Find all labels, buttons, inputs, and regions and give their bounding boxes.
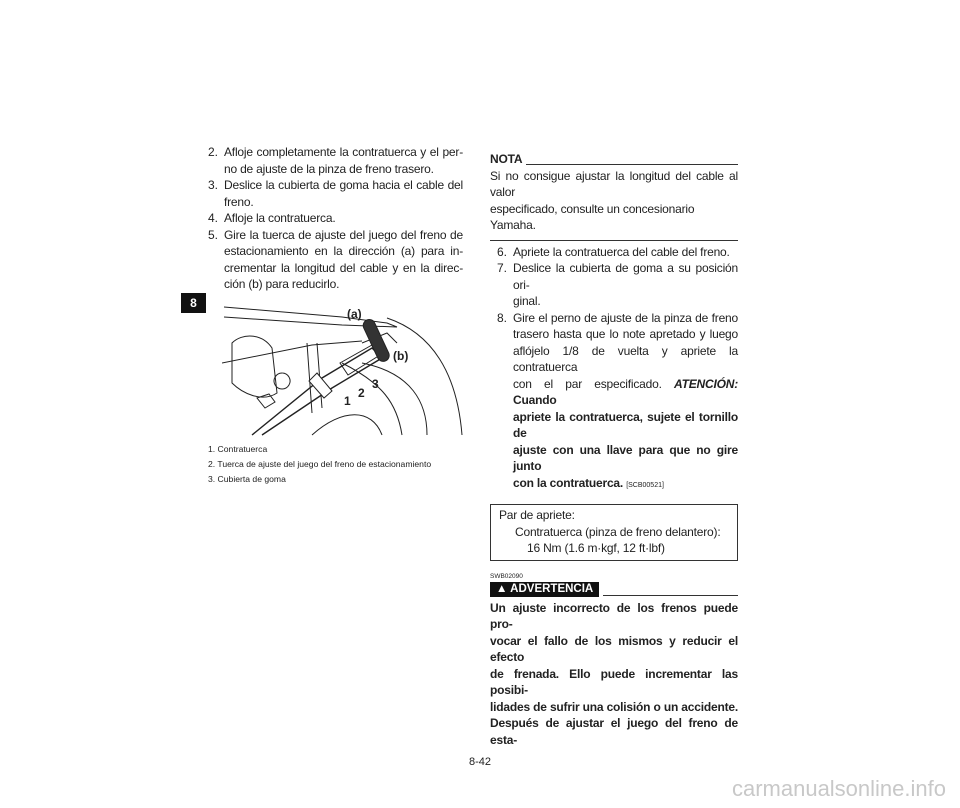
step-text: freno.: [224, 194, 254, 209]
step-text: ginal.: [513, 294, 541, 308]
step-text: no de ajuste de la pinza de freno trasero.: [224, 161, 434, 176]
note-text: especificado, consulte un concesionario Yamaha.: [490, 201, 695, 232]
section-tab: 8: [181, 293, 206, 313]
attention-text: apriete la contratuerca, sujete el tornillo de: [513, 409, 738, 440]
step-text: Gire el perno de ajuste de la pinza de freno: [513, 310, 738, 325]
warning-label: ADVERTENCIA: [510, 582, 594, 595]
brake-cable-figure: [222, 303, 467, 438]
figure-label-b: (b): [393, 348, 409, 363]
warning-text: Un ajuste incorrecto de los frenos puede pro-: [490, 600, 738, 631]
left-column: [208, 144, 463, 487]
step-number: 3.: [208, 178, 219, 192]
attention-label: ATENCIÓN:: [674, 376, 739, 391]
warning-badge: [490, 582, 599, 597]
step-number: 6.: [497, 244, 508, 259]
attention-text: Cuando: [513, 393, 557, 407]
step-text-with-attention: [513, 376, 738, 409]
step-text: con el par especificado.: [513, 376, 662, 391]
warning-text: lidades de sufrir una colisión o un accidente.: [490, 699, 738, 714]
figure-label-1: 1: [344, 393, 351, 408]
caption-item: 3. Cubierta de goma: [208, 473, 286, 484]
note-text: Si no consigue ajustar la longitud del cable al valor: [490, 168, 738, 199]
caption-item: 1. Contratuerca: [208, 443, 268, 454]
step: [208, 210, 463, 227]
caution-code: [SCB00521]: [626, 481, 664, 489]
page-number: 8-42: [468, 756, 492, 768]
warning-triangle-icon: ▲: [496, 582, 508, 595]
attention-text: con la contratuerca.: [513, 475, 624, 490]
brake-cable-illustration: [222, 303, 467, 438]
note-title: NOTA: [490, 152, 523, 166]
warning-code: SWB02090: [490, 572, 523, 580]
figure-label-a: (a): [347, 306, 362, 321]
step-text: Afloje la contratuerca.: [224, 211, 336, 225]
attention-text: ajuste con una llave para que no gire junto: [513, 442, 738, 473]
content-columns: [208, 144, 960, 748]
step-text: estacionamiento en la dirección (a) para in-: [224, 244, 463, 258]
step: [208, 177, 463, 210]
attention-text-last: [513, 475, 738, 495]
step-text: crementar la longitud del cable y en la direc-: [224, 260, 463, 275]
step-text: aflójelo 1/8 de vuelta y apriete la contratuerca: [513, 343, 738, 374]
step-number: 5.: [208, 227, 219, 242]
step-number: 7.: [497, 261, 508, 275]
warning-text: de frenada. Ello puede incrementar las posibi-: [490, 666, 738, 697]
step-text: trasero hasta que lo note apretado y luego: [513, 327, 738, 341]
step: [208, 144, 463, 177]
warning-header: [490, 582, 738, 597]
figure-label-3: 3: [372, 376, 379, 391]
torque-item: Contratuerca (pinza de freno delantero):: [515, 524, 721, 539]
step-text: Afloje completamente la contratuerca y el per-: [224, 145, 463, 159]
torque-title: Par de apriete:: [499, 508, 575, 522]
step: [497, 260, 738, 310]
divider: [490, 240, 738, 241]
step-text: Gire la tuerca de ajuste del juego del freno de: [224, 227, 463, 242]
note-header: [490, 151, 738, 168]
torque-value: 16 Nm (1.6 m·kgf, 12 ft·lbf): [527, 541, 665, 555]
figure-label-2: 2: [358, 385, 365, 400]
step: [208, 227, 463, 293]
watermark: carmanualsonline.info: [731, 776, 946, 801]
divider: [603, 595, 738, 596]
step-number: 2.: [208, 145, 219, 159]
warning-text: vocar el fallo de los mismos y reducir el efecto: [490, 633, 738, 664]
torque-spec-box: [490, 504, 738, 561]
caption-item: 2. Tuerca de ajuste del juego del freno de estacionamiento: [208, 458, 432, 469]
step-text: Deslice la cubierta de goma hacia el cable del: [224, 178, 463, 192]
step-number: 4.: [208, 211, 219, 225]
right-column: [490, 144, 738, 748]
step-number: 8.: [497, 310, 508, 325]
step-text: Deslice la cubierta de goma a su posición ori-: [513, 261, 738, 292]
step: [497, 244, 738, 261]
step-text: Apriete la contratuerca del cable del freno.: [513, 244, 730, 259]
divider: [526, 164, 738, 165]
step: [497, 310, 738, 495]
warning-text: Después de ajustar el juego del freno de esta-: [490, 716, 738, 747]
step-text: ción (b) para reducirlo.: [224, 277, 340, 291]
